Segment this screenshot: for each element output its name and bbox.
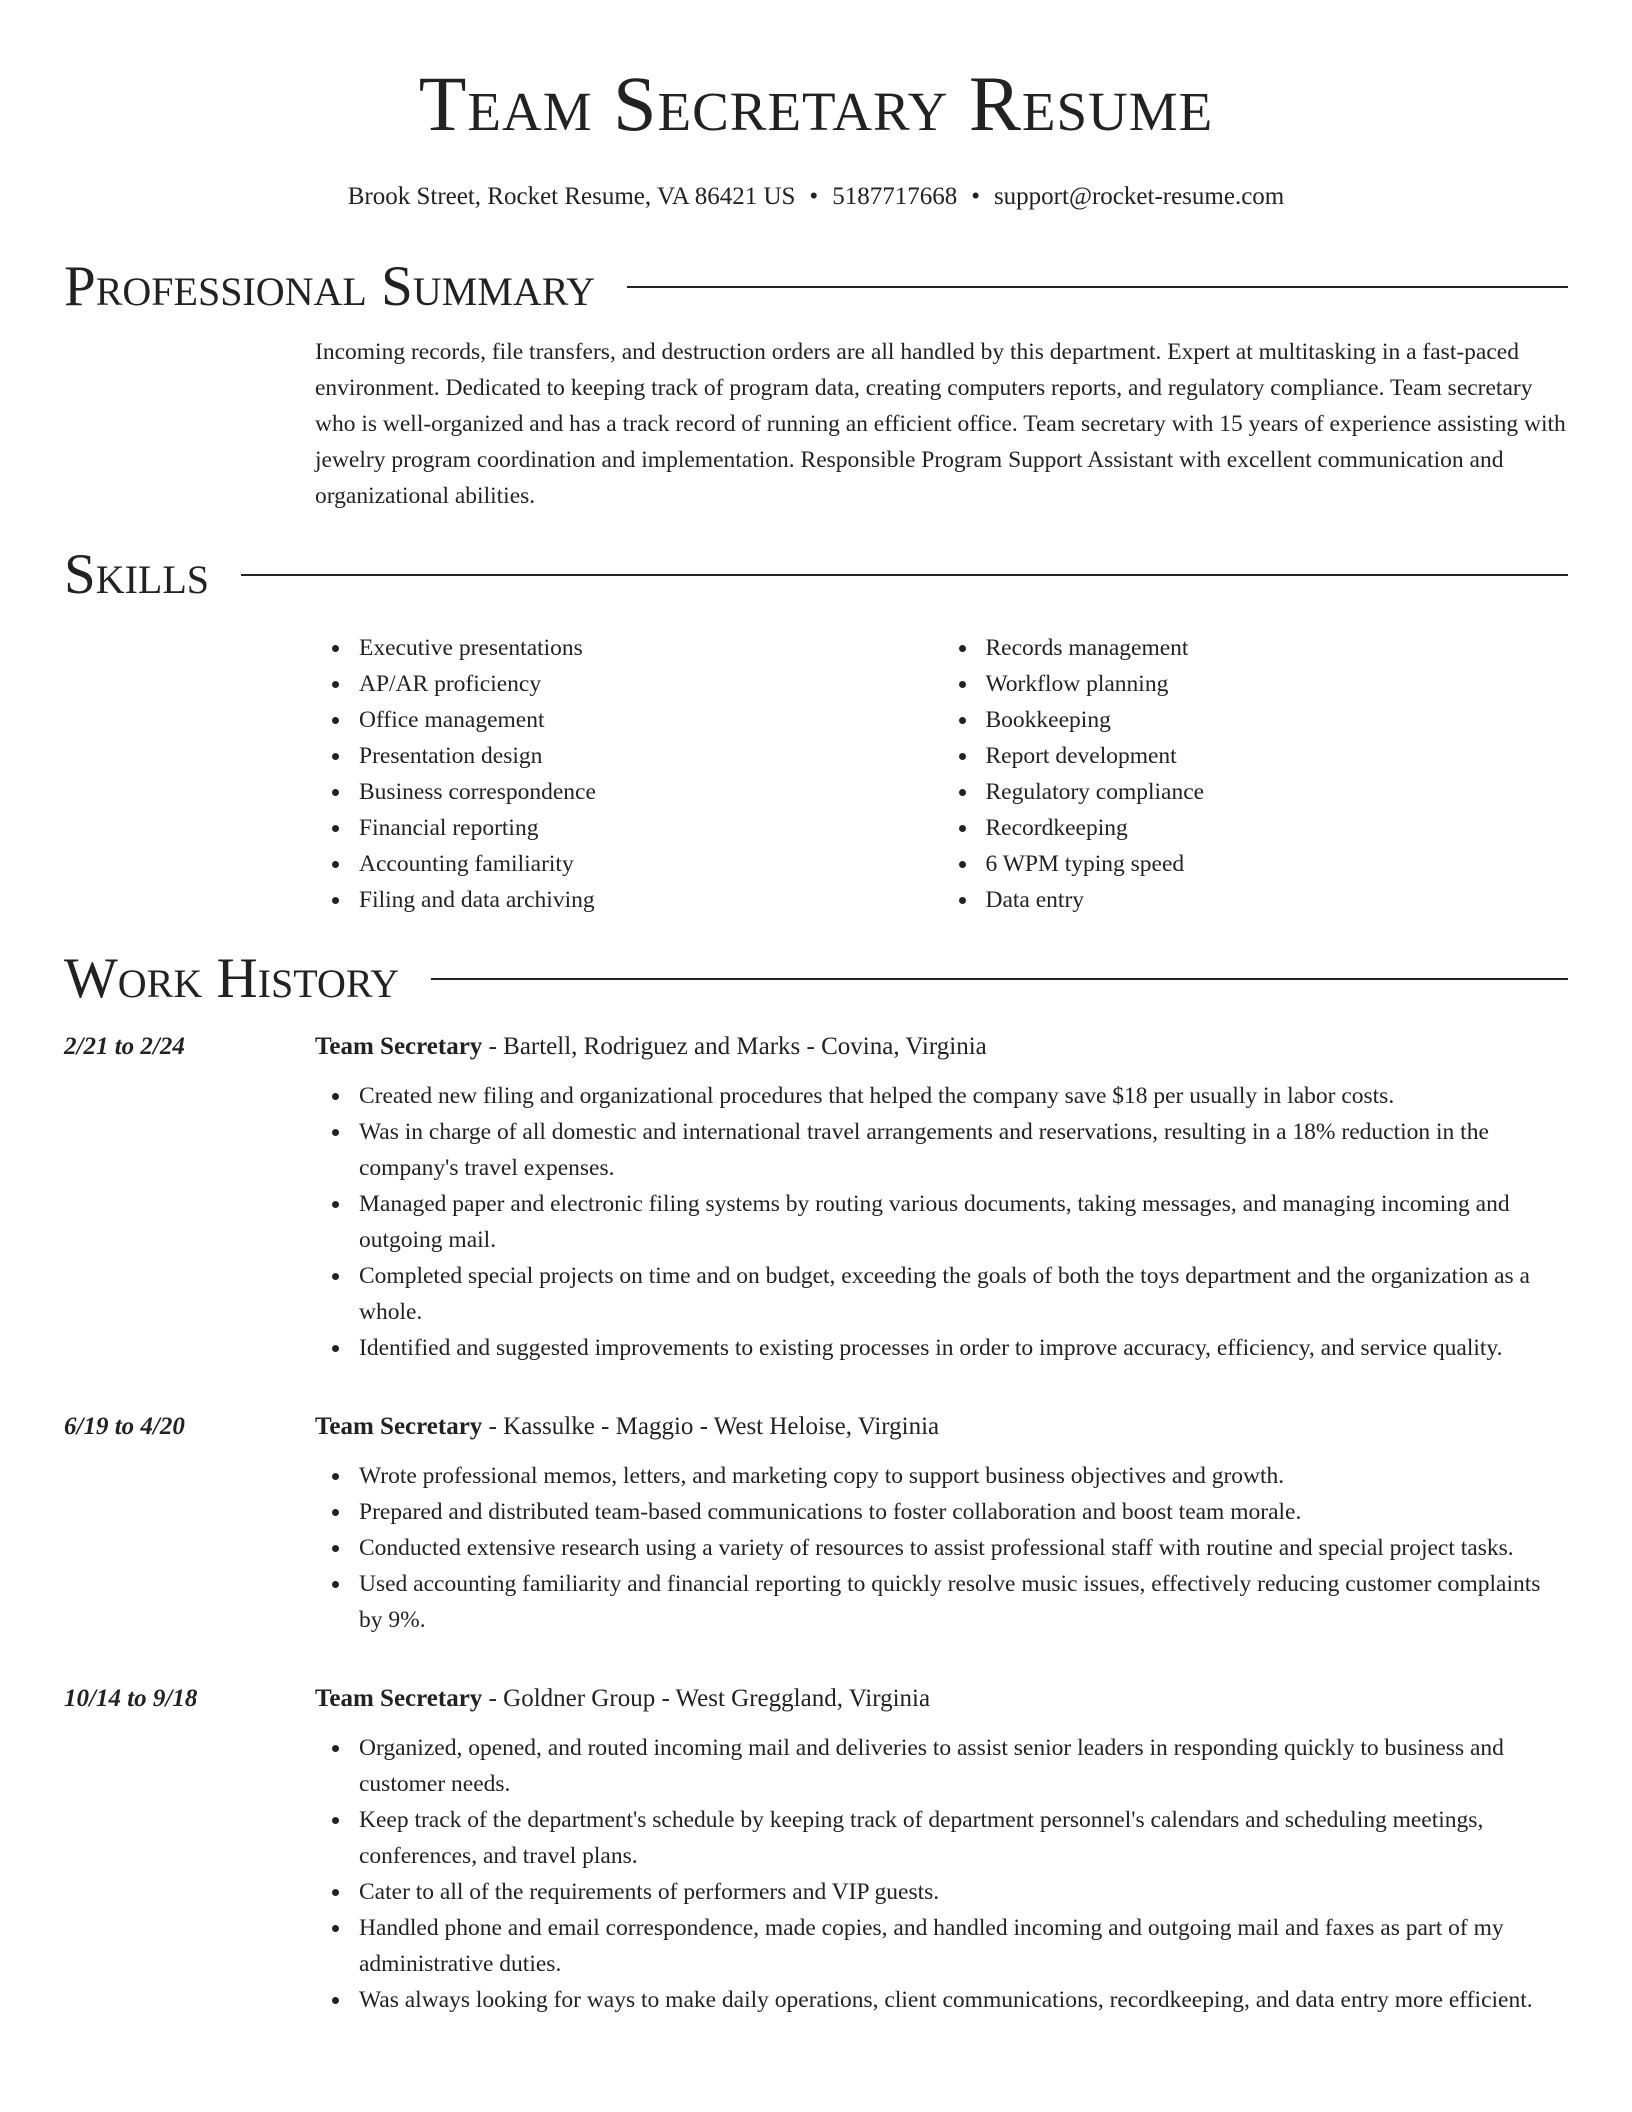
- duty-item: Managed paper and electronic filing systems by routing various documents, taking messages, and managing incoming and outgoing mail.: [359, 1186, 1568, 1258]
- contact-separator: •: [971, 183, 980, 210]
- duty-item: Prepared and distributed team-based communications to foster collaboration and boost team morale.: [359, 1494, 1568, 1530]
- duty-item: Keep track of the department's schedule by keeping track of department personnel's calendars and scheduling meetings, conferences, and travel plans.: [359, 1802, 1568, 1874]
- page-title: Team Secretary Resume: [418, 60, 1214, 147]
- job-role: Team Secretary: [315, 1033, 483, 1060]
- job-entry: [64, 1682, 1568, 2018]
- skill-item: Executive presentations: [359, 630, 942, 666]
- job-dates: 10/14 to 9/18: [64, 1685, 198, 1712]
- skill-item: Financial reporting: [359, 810, 942, 846]
- job-employer-location: - Goldner Group - West Greggland, Virginia: [482, 1685, 931, 1712]
- job-title-line: [315, 1030, 1568, 1064]
- resume-page: [64, 0, 1568, 2018]
- contact-line: [64, 182, 1568, 212]
- job-title-line: [315, 1410, 1568, 1444]
- job-duties-list: [315, 1730, 1568, 2018]
- duty-item: Wrote professional memos, letters, and marketing copy to support business objectives and growth.: [359, 1458, 1568, 1494]
- skill-item: Presentation design: [359, 738, 942, 774]
- skill-item: AP/AR proficiency: [359, 666, 942, 702]
- skill-item: Business correspondence: [359, 774, 942, 810]
- duty-item: Identified and suggested improvements to existing processes in order to improve accuracy, efficiency, and service quality.: [359, 1330, 1568, 1366]
- skill-item: Bookkeeping: [986, 702, 1569, 738]
- contact-phone: 5187717668: [832, 183, 958, 210]
- skills-list-right: [942, 630, 1569, 918]
- skill-item: Recordkeeping: [986, 810, 1569, 846]
- skills-section-heading: [64, 540, 1568, 610]
- skill-item: Accounting familiarity: [359, 846, 942, 882]
- job-duties-list: [315, 1458, 1568, 1638]
- skill-item: Filing and data archiving: [359, 882, 942, 918]
- job-role: Team Secretary: [315, 1685, 483, 1712]
- skill-item: Report development: [986, 738, 1569, 774]
- contact-separator: •: [809, 183, 819, 210]
- job-role: Team Secretary: [315, 1413, 483, 1440]
- section-divider: [241, 574, 1568, 576]
- work-history-heading-label: Work History: [64, 947, 400, 1010]
- job-employer-location: - Kassulke - Maggio - West Heloise, Virginia: [482, 1413, 940, 1440]
- summary-section-heading: [64, 252, 1568, 322]
- job-employer-location: - Bartell, Rodriguez and Marks - Covina, Virginia: [482, 1033, 987, 1060]
- section-divider: [627, 286, 1568, 288]
- job-title-line: [315, 1682, 1568, 1716]
- duty-item: Used accounting familiarity and financial reporting to quickly resolve music issues, effectively reducing customer complaints by 9%.: [359, 1566, 1568, 1638]
- duty-item: Organized, opened, and routed incoming mail and deliveries to assist senior leaders in responding quickly to business and customer needs.: [359, 1730, 1568, 1802]
- job-duties-list: [315, 1078, 1568, 1366]
- summary-text: Incoming records, file transfers, and destruction orders are all handled by this department. Expert at multitasking in a fast-paced environment. Dedicated to keeping track of program data, creating computers reports, and regulatory compliance. Team secretary who is well-organized and has a track record of running an efficient office. Team secretary with 15 years of experience assisting with jewelry program coordination and implementation. Responsible Program Support Assistant with excellent communication and organizational abilities.: [315, 339, 1566, 509]
- duty-item: Cater to all of the requirements of performers and VIP guests.: [359, 1874, 1568, 1910]
- skills-grid: [315, 630, 1568, 918]
- skill-item: 6 WPM typing speed: [986, 846, 1569, 882]
- job-entry: [64, 1410, 1568, 1638]
- duty-item: Conducted extensive research using a variety of resources to assist professional staff with routine and special project tasks.: [359, 1530, 1568, 1566]
- duty-item: Was always looking for ways to make daily operations, client communications, recordkeeping, and data entry more efficient.: [359, 1982, 1568, 2018]
- skill-item: Workflow planning: [986, 666, 1569, 702]
- job-entry: [64, 1030, 1568, 1366]
- duty-item: Was in charge of all domestic and international travel arrangements and reservations, resulting in a 18% reduction in the company's travel expenses.: [359, 1114, 1568, 1186]
- job-dates: 6/19 to 4/20: [64, 1413, 185, 1440]
- section-divider: [431, 978, 1568, 980]
- skills-heading-label: Skills: [64, 543, 210, 606]
- skills-list-left: [315, 630, 942, 918]
- contact-email: support@rocket-resume.com: [993, 183, 1285, 210]
- skill-item: Data entry: [986, 882, 1569, 918]
- duty-item: Completed special projects on time and on budget, exceeding the goals of both the toys department and the organization as a whole.: [359, 1258, 1568, 1330]
- summary-heading-label: Professional Summary: [64, 255, 596, 318]
- contact-address: Brook Street, Rocket Resume, VA 86421 US: [347, 183, 796, 210]
- duty-item: Handled phone and email correspondence, made copies, and handled incoming and outgoing mail and faxes as part of my administrative duties.: [359, 1910, 1568, 1982]
- skill-item: Regulatory compliance: [986, 774, 1569, 810]
- skill-item: Records management: [986, 630, 1569, 666]
- duty-item: Created new filing and organizational procedures that helped the company save $18 per usually in labor costs.: [359, 1078, 1568, 1114]
- work-history-section-heading: [64, 944, 1568, 1014]
- skill-item: Office management: [359, 702, 942, 738]
- job-dates: 2/21 to 2/24: [64, 1033, 185, 1060]
